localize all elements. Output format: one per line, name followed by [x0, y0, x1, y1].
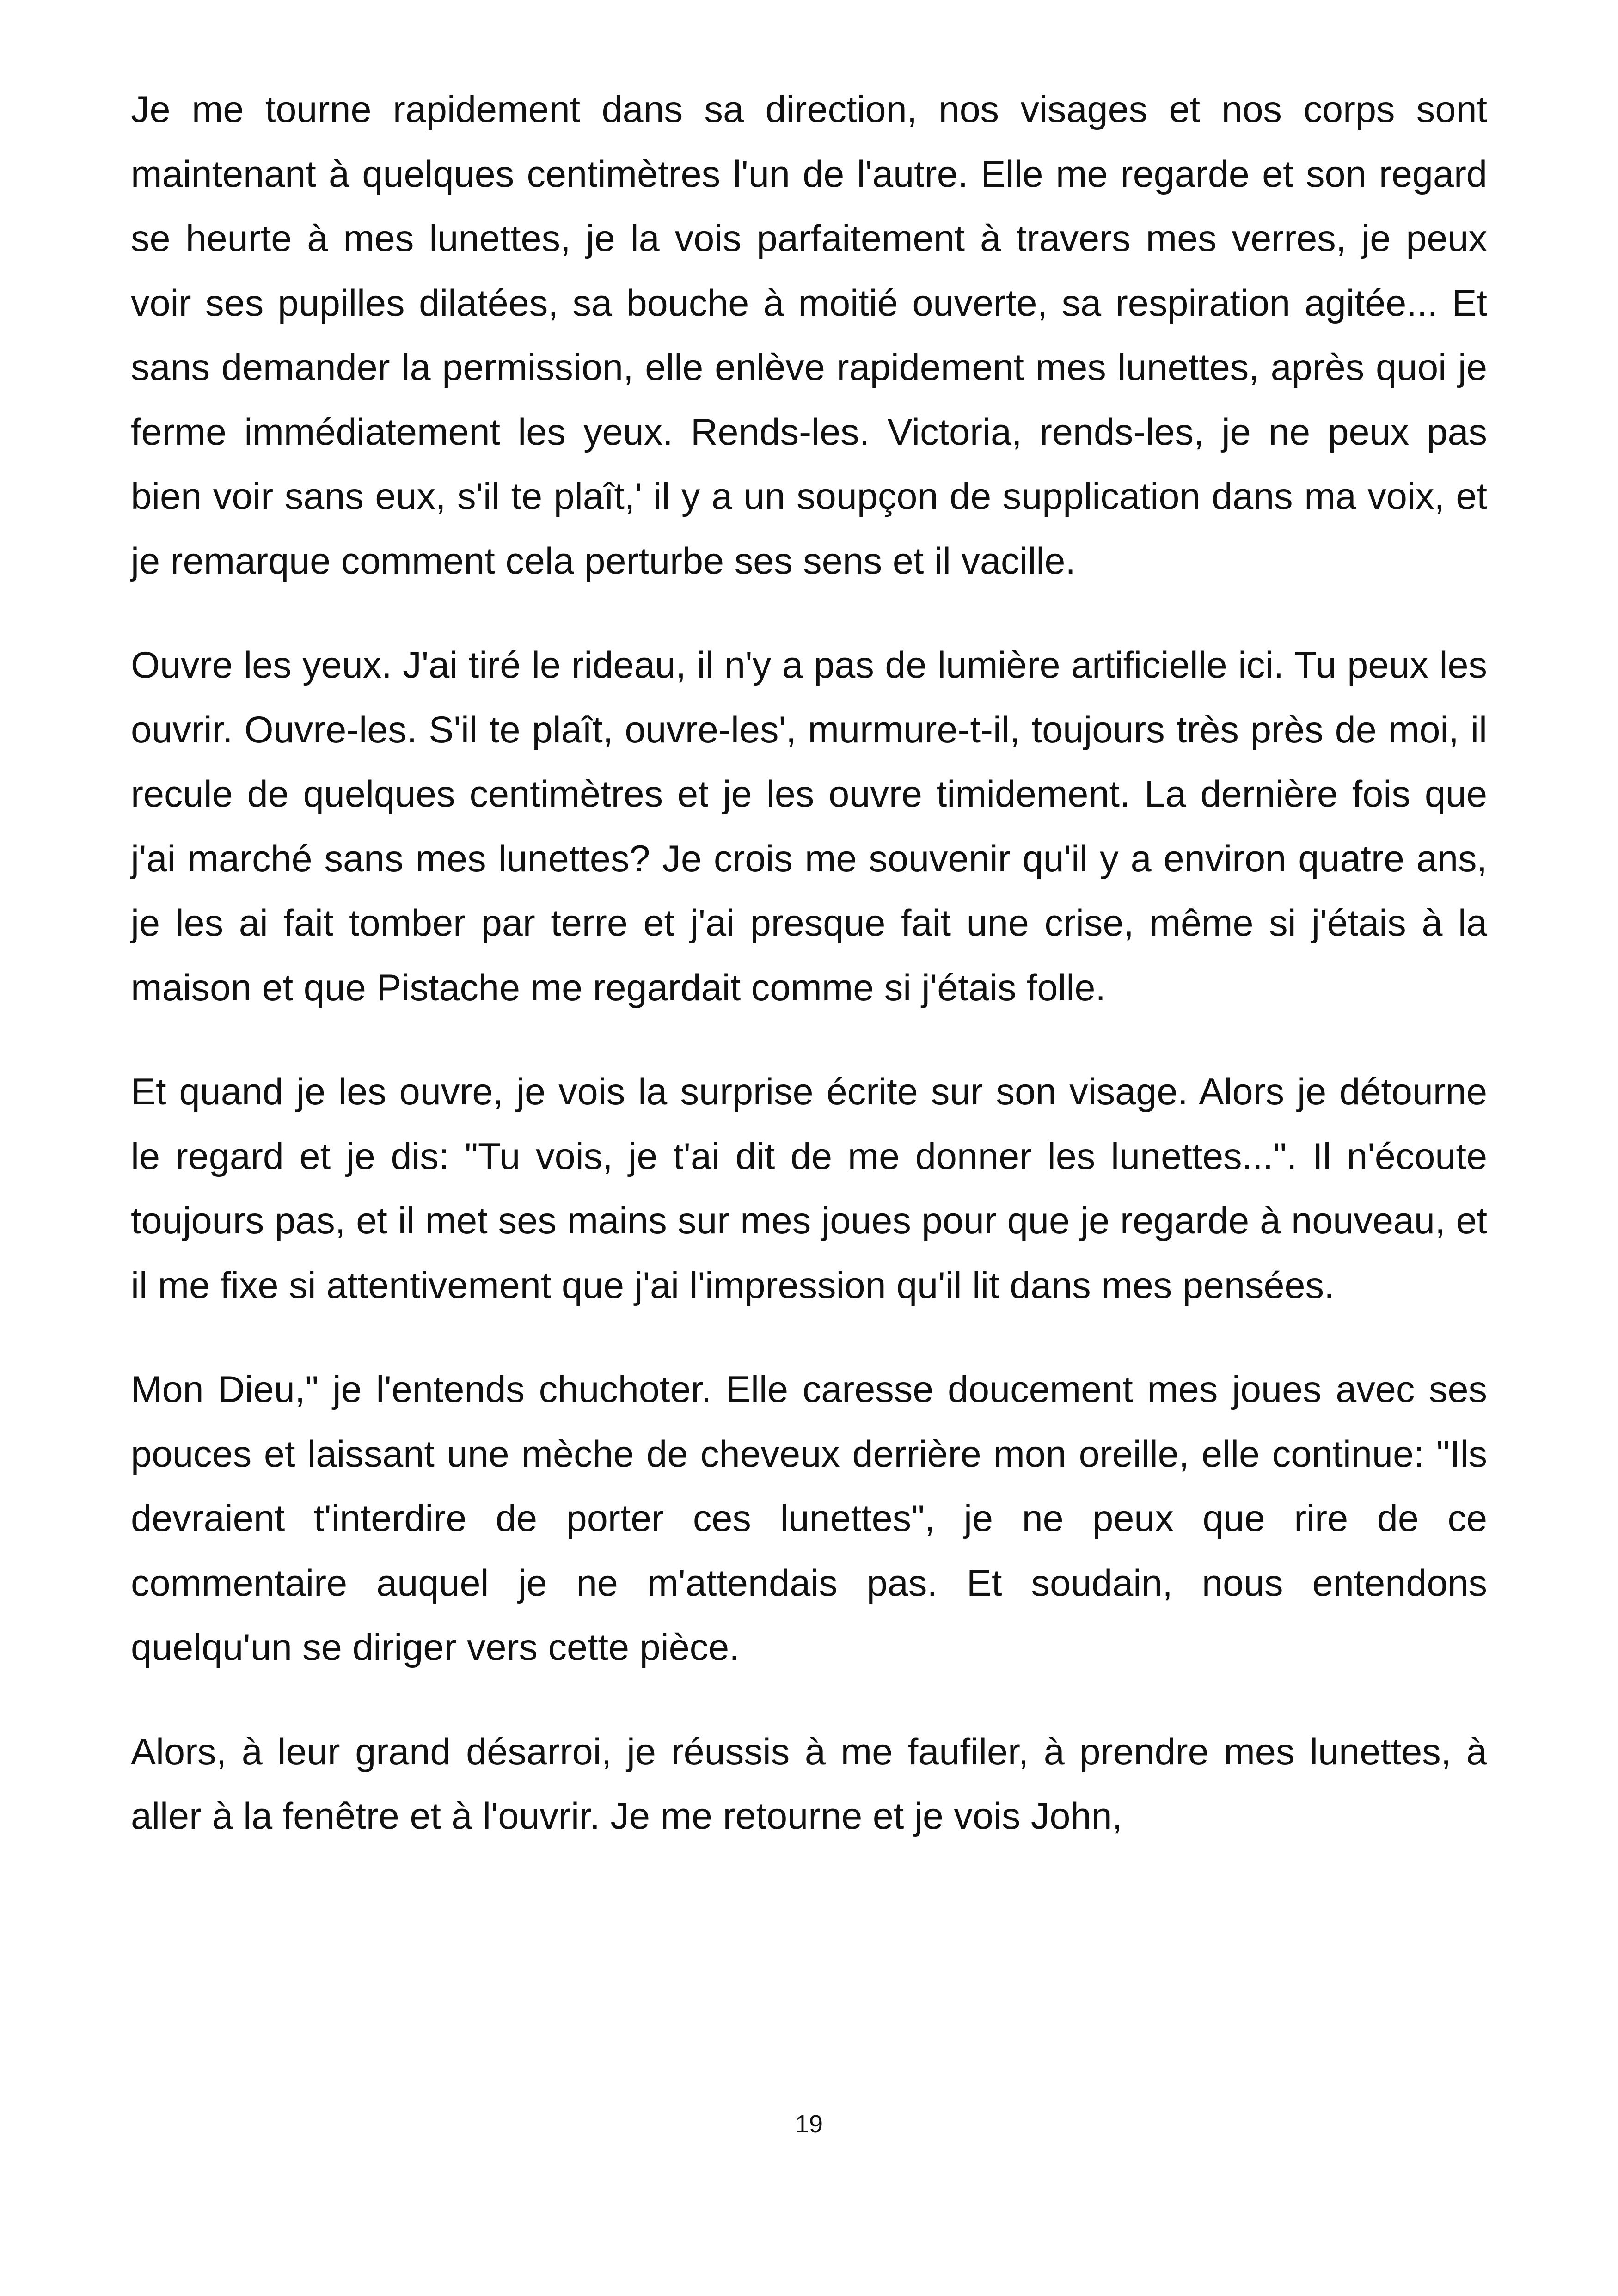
paragraph: Je me tourne rapidement dans sa direction, nos visages et nos corps sont maintenant à quelques centimètres l'un de l'autre. Elle me regarde et son regard se heurte à mes lunettes, je la vois parfaitement à travers mes verres, je peux voir ses pupilles dilatées, sa bouche à moitié ouverte, sa respiration agitée... Et sans demander la permission, elle enlève rapidement mes lunettes, après quoi je ferme immédiatement les yeux. Rends-les. Victoria, rends-les, je ne peux pas bien voir sans eux, s'il te plaît,' il y a un soupçon de supplication dans ma voix, et je remarque comment cela perturbe ses sens et il vacille.	[131, 89, 1487, 582]
paragraph: Alors, à leur grand désarroi, je réussis à me faufiler, à prendre mes lunettes, à aller à la fenêtre et à l'ouvrir. Je me retourne et je vois John,	[131, 1731, 1487, 1837]
paragraph: Mon Dieu," je l'entends chuchoter. Elle caresse doucement mes joues avec ses pouces et laissant une mèche de cheveux derrière mon oreille, elle continue: "Ils devraient t'interdire de porter ces lunettes", je ne peux que rire de ce commentaire auquel je ne m'attendais pas. Et soudain, nous entendons quelqu'un se diriger vers cette pièce.	[131, 1369, 1487, 1668]
paragraph: Et quand je les ouvre, je vois la surprise écrite sur son visage. Alors je détourne le regard et je dis: "Tu vois, je t'ai dit de me donner les lunettes...". Il n'écoute toujours pas, et il met ses mains sur mes joues pour que je regarde à nouveau, et il me fixe si attentivement que j'ai l'impression qu'il lit dans mes pensées.	[131, 1071, 1487, 1306]
body-text	[131, 78, 1487, 1849]
page-number: 19	[795, 2110, 823, 2138]
paragraph: Ouvre les yeux. J'ai tiré le rideau, il n'y a pas de lumière artificielle ici. Tu peux les ouvrir. Ouvre-les. S'il te plaît, ouvre-les', murmure-t-il, toujours très près de moi, il recule de quelques centimètres et je les ouvre timidement. La dernière fois que j'ai marché sans mes lunettes? Je crois me souvenir qu'il y a environ quatre ans, je les ai fait tomber par terre et j'ai presque fait une crise, même si j'étais à la maison et que Pistache me regardait comme si j'étais folle.	[131, 644, 1487, 1009]
